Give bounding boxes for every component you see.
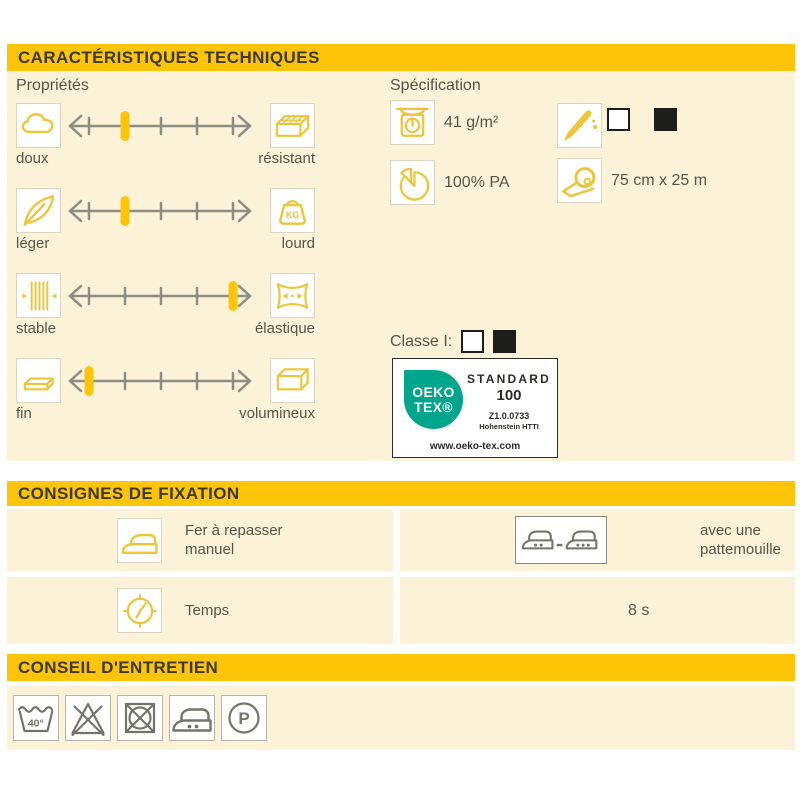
feather-icon [17,189,60,233]
pattemouille-icon-box [515,516,607,564]
cloud-icon [17,104,60,148]
color-swatch-black [654,108,677,131]
scale-marker [85,366,94,396]
wash-40-icon [14,696,58,740]
dimensions-value: 75 cm x 25 m [611,172,708,189]
oeko-url: www.oeko-tex.com [429,441,521,452]
double-iron-icon [518,519,604,561]
scale-leger-lourd [65,192,255,230]
property-right-label: volumineux [239,405,315,422]
dry-clean-p-icon [222,696,266,740]
scale-marker [121,196,130,226]
scale-doux-resistant [65,107,255,145]
fixation-row-iron-left [7,509,393,571]
property-icon-box [16,358,61,403]
care-symbol-box [13,695,59,741]
pie-chart-icon [391,161,434,205]
kg-label: KG [285,209,300,220]
dry-clean-letter: P [238,709,250,728]
section-header-technical [7,44,795,71]
stable-icon [17,274,60,318]
property-icon-box [16,273,61,318]
grammage-value: 41 g/m² [444,114,499,131]
classe-swatch-black [493,330,516,353]
brick-icon [271,104,314,148]
oeko-text-block [465,372,553,431]
oeko-standard: STANDARD [466,372,552,386]
scale-stable-elastique [65,277,255,315]
spec-icon-box [557,103,602,148]
pattemouille-label: avec une pattemouille [700,522,781,558]
scale-marker [229,281,238,311]
property-icon-box [270,358,315,403]
fixation-icon-box [117,518,162,563]
property-icon-box [270,273,315,318]
fixation-row-iron-right [400,509,795,571]
color-swatch-white [607,108,630,131]
thin-icon [17,359,60,403]
time-label: Temps [185,602,230,619]
properties-title: Propriétés [16,77,89,94]
time-value: 8 s [628,602,650,619]
technical-panel [7,71,795,461]
fixation-icon-box [117,588,162,633]
spec-icon-box [557,158,602,203]
iron-two-dots-icon [170,696,214,740]
oeko-tex-logo [404,370,463,429]
property-icon-box [16,188,61,233]
oeko-institute: Hohenstein HTTI [479,422,539,431]
property-right-label: élastique [254,320,315,337]
property-icon-box [16,103,61,148]
scale-marker [121,111,130,141]
weight-kg-icon [271,189,314,233]
property-icon-box [270,188,315,233]
wash-temp-label: 40° [27,717,44,730]
section-title: CONSEIL D'ENTRETIEN [18,658,219,677]
oeko-brand-line2: TEX® [414,398,453,415]
property-icon-box [270,103,315,148]
scale-fin-volumineux [65,362,255,400]
classe-row [390,330,516,353]
elastic-icon [271,274,314,318]
care-symbol-box [169,695,215,741]
oeko-tex-label [392,358,558,458]
scale-weighing-icon [391,101,434,145]
no-bleach-icon [66,696,110,740]
property-left-label: léger [16,235,50,252]
fixation-row-time-right [400,577,795,644]
property-right-label: lourd [281,235,315,252]
iron-icon [119,524,161,558]
section-title: CONSIGNES DE FIXATION [18,484,240,503]
spec-icon-box [390,100,435,145]
section-title: CARACTÉRISTIQUES TECHNIQUES [18,48,320,67]
care-symbol-box [221,695,267,741]
classe-swatch-white [461,330,484,353]
oeko-cert-id: Z1.0.0733 [488,411,530,421]
fabric-roll-icon [558,159,601,203]
property-right-label: résistant [258,150,315,167]
brush-icon [558,104,601,148]
fixation-row-time-left [7,577,393,644]
clock-icon [120,591,160,631]
classe-label: Classe I: [390,332,453,350]
fixation-iron-label: Fer à repasser manuel [185,522,283,558]
thick-icon [271,359,314,403]
property-left-label: stable [16,320,57,337]
spec-icon-box [390,160,435,205]
oeko-number: 100 [496,387,522,404]
property-left-label: fin [16,405,32,422]
property-left-label: doux [16,150,49,167]
care-panel [7,686,795,750]
no-tumble-dry-icon [118,696,162,740]
oeko-brand-line1: OEKO [412,383,455,400]
care-symbol-box [65,695,111,741]
section-header-fixation [7,481,795,506]
section-header-care [7,654,795,681]
care-symbol-box [117,695,163,741]
specification-title: Spécification [390,77,481,94]
composition-value: 100% PA [444,174,510,191]
